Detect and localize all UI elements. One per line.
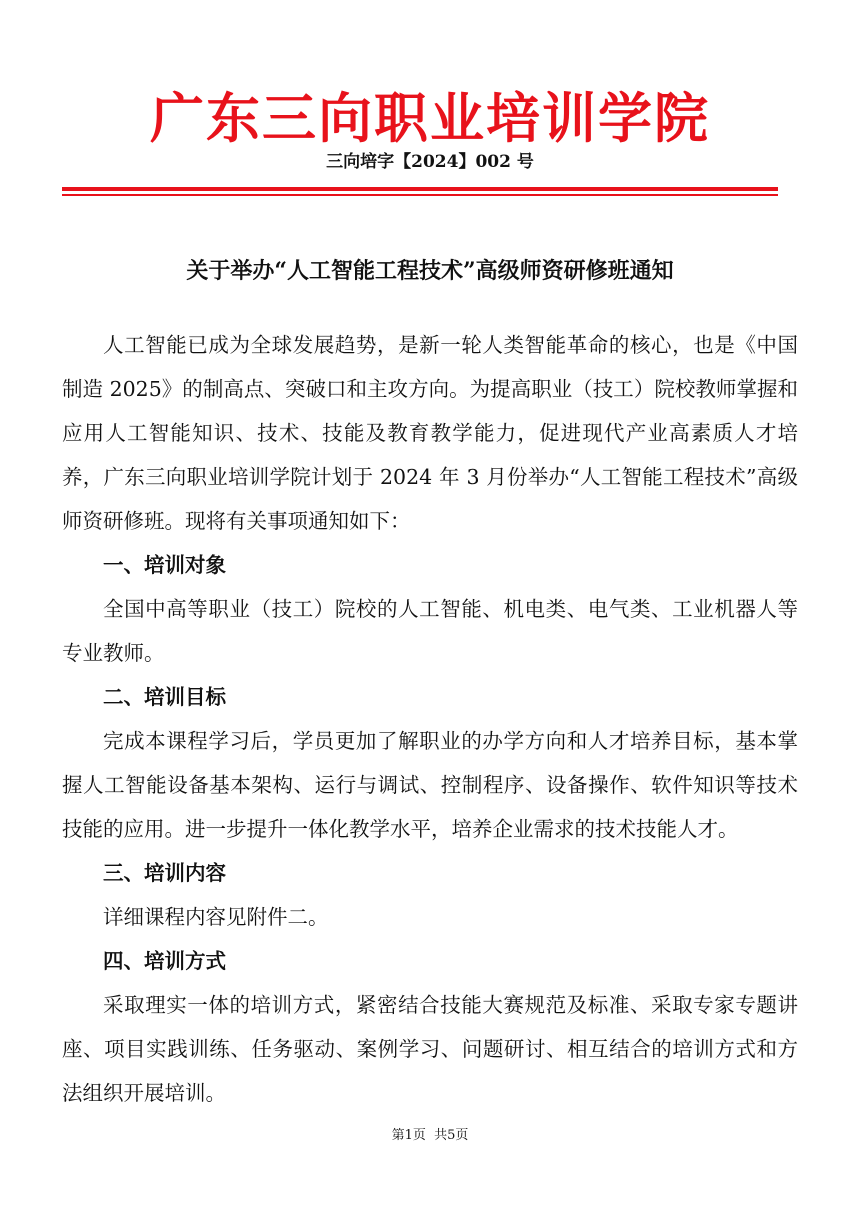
section-content-training-content: 详细课程内容见附件二。 [103, 905, 329, 929]
section-heading-training-method: 四、培训方式 [103, 949, 226, 973]
section-content-training-method: 采取理实一体的培训方式，紧密结合技能大赛规范及标准、采取专家专题讲座、项目实践训练、任务驱动、案例学习、问题研讨、相互结合的培训方式和方法组织开展培训。 [62, 993, 798, 1105]
page-footer: 第1页 共5页 [391, 1128, 469, 1143]
section-heading-training-target: 一、培训对象 [103, 553, 226, 577]
section-heading-training-content: 三、培训内容 [103, 861, 226, 885]
document-number: 三向培字【2024】002 号 [326, 152, 534, 172]
section-heading-training-goal: 二、培训目标 [103, 685, 226, 709]
intro-paragraph: 人工智能已成为全球发展趋势，是新一轮人类智能革命的核心，也是《中国制造 2025》的制高点、突破口和主攻方向。为提高职业（技工）院校教师掌握和应用人工智能知识、技术、技能及教育教学能力，促进现代产业高素质人才培养，广东三向职业培训学院计划于 2024 年 3 月份举办“人工智能工程技术”高级师资研修班。现将有关事项通知如下： [62, 333, 798, 533]
red-header-rule-thick [62, 187, 778, 191]
organization-title: 广东三向职业培训学院 [150, 86, 710, 150]
red-header-rule-thin [62, 194, 778, 196]
section-content-training-goal: 完成本课程学习后，学员更加了解职业的办学方向和人才培养目标，基本掌握人工智能设备基本架构、运行与调试、控制程序、设备操作、软件知识等技术技能的应用。进一步提升一体化教学水平，培养企业需求的技术技能人才。 [62, 729, 798, 841]
notice-body [62, 323, 798, 1115]
section-content-training-target: 全国中高等职业（技工）院校的人工智能、机电类、电气类、工业机器人等专业教师。 [62, 597, 798, 665]
notice-title: 关于举办“人工智能工程技术”高级师资研修班通知 [186, 258, 674, 284]
